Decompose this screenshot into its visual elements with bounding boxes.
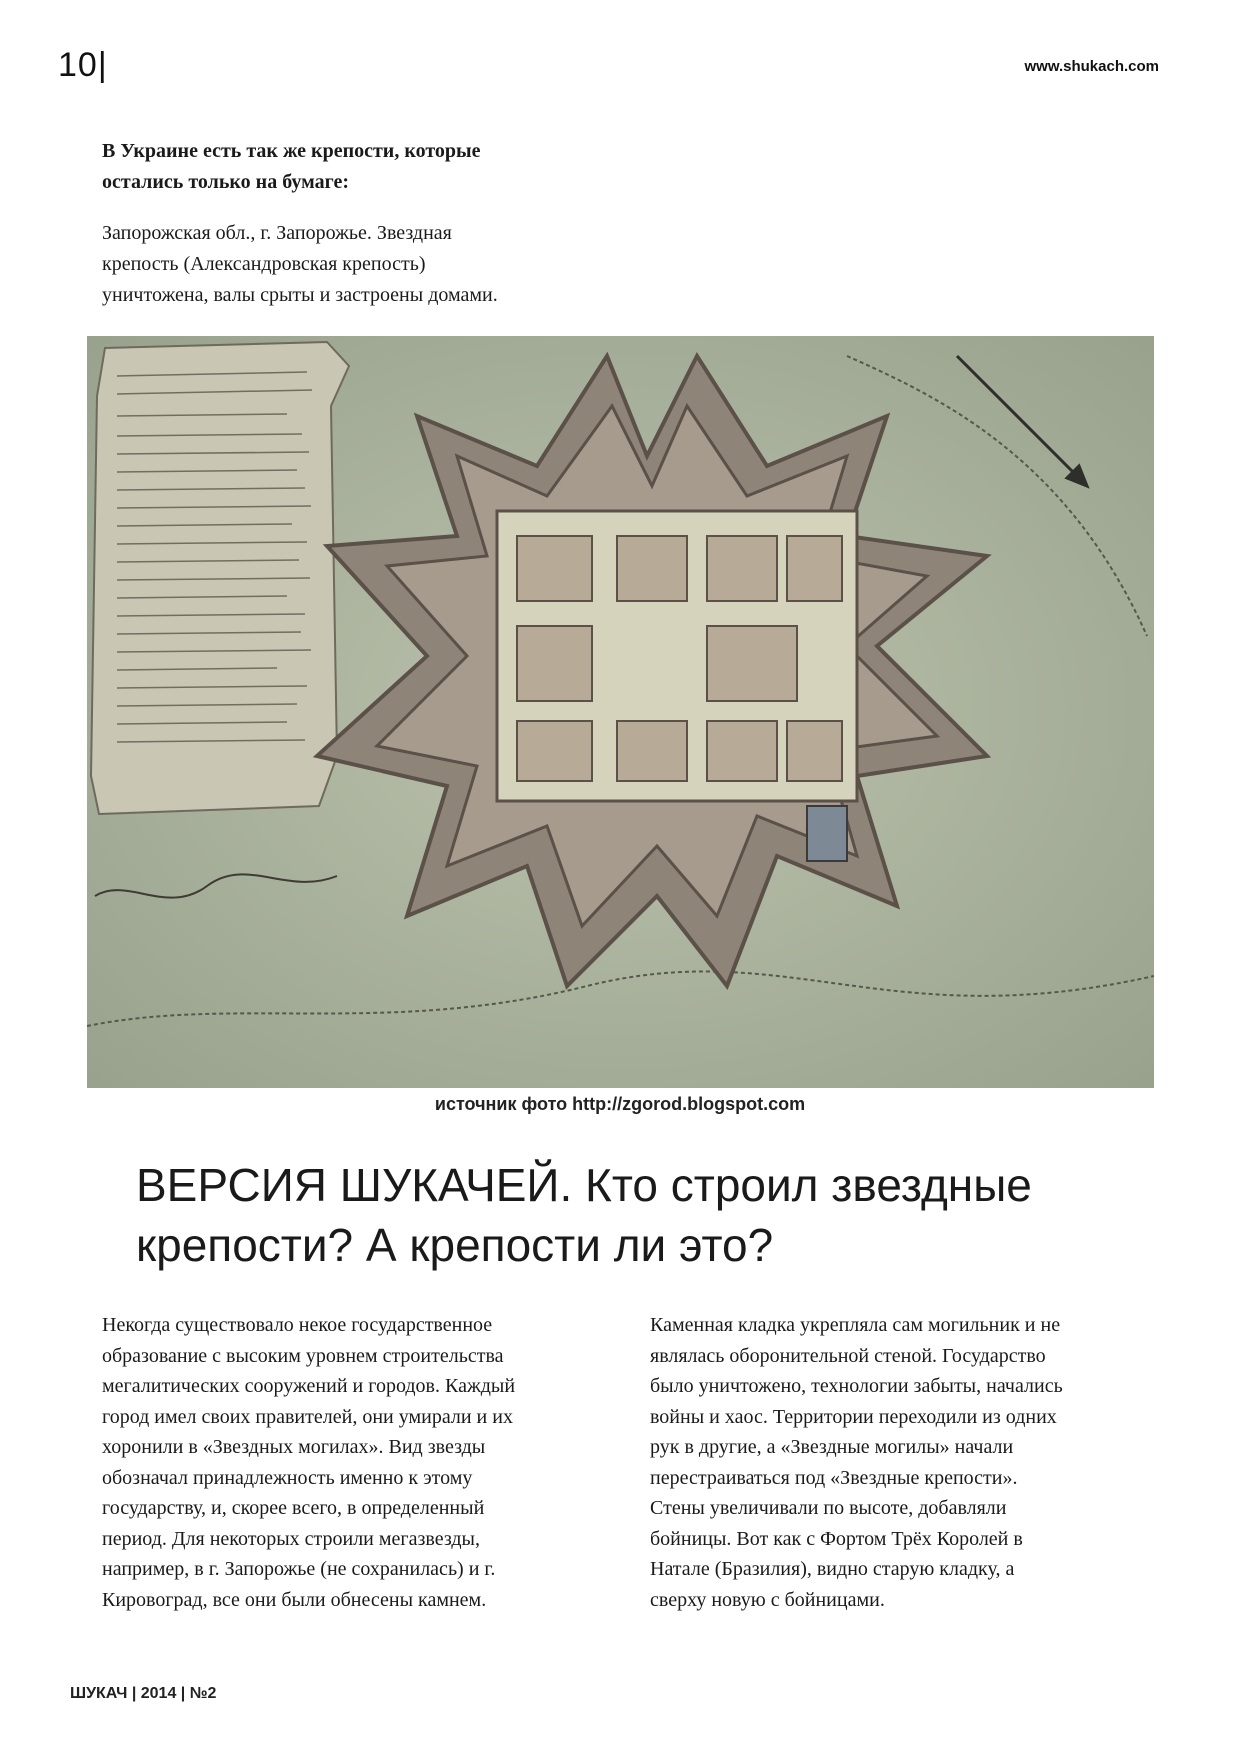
column-line: бойницы. Вот как с Фортом Трёх Королей в [650,1527,1023,1550]
column-line: являлась оборонительной стеной. Государство [650,1344,1046,1367]
column-line: было уничтожено, технологии забыты, начались [650,1375,1063,1397]
page-number: 10| [58,46,108,84]
star-fortress-map-image [87,336,1154,1088]
intro-heading-line: остались только на бумаге: [102,171,350,193]
page-footer: ШУКАЧ | 2014 | №2 [70,1685,217,1702]
column-line: перестраиваться под «Звездные крепости». [650,1466,1018,1489]
image-caption: источник фото http://zgorod.blogspot.com [434,1094,806,1114]
intro-heading-line: В Украине есть так же крепости, которые [102,140,481,162]
intro-heading [102,136,622,198]
intro-paragraph-line: крепость (Александровская крепость) [102,253,426,275]
column-line: образование с высоким уровнем строительства [102,1344,504,1367]
column-line: рук в другие, а «Звездные могилы» начали [650,1436,1014,1458]
intro-paragraph [102,218,622,311]
column-line: Кировоград, все они были обнесены камнем. [102,1588,487,1611]
bastion-detail [807,806,847,861]
intro-paragraph-line: Запорожская обл., г. Запорожье. Звездная [102,222,452,244]
intro-paragraph-line: уничтожена, валы срыты и застроены домами. [102,284,498,306]
site-url[interactable]: www.shukach.com [1024,58,1159,75]
headline-line: ВЕРСИЯ ШУКАЧЕЙ. Кто строил звездные [136,1159,1032,1211]
article-column-left [102,1310,602,1615]
column-line: государству, и, скорее всего, в определенный [102,1497,485,1519]
column-line: Стены увеличивали по высоте, добавляли [650,1497,1007,1519]
column-line: Каменная кладка укрепляла сам могильник и не [650,1314,1061,1336]
column-line: войны и хаос. Территории переходили из одних [650,1405,1057,1428]
column-line: хоронили в «Звездных могилах». Вид звезды [102,1436,486,1458]
article-column-right [650,1310,1150,1615]
column-line: город имел своих правителей, они умирали и их [102,1405,513,1428]
column-line: период. Для некоторых строили мегазвезды, [102,1527,480,1550]
column-line: обозначал принадлежность именно к этому [102,1466,473,1489]
column-line: Натале (Бразилия), видно старую кладку, а [650,1558,1015,1580]
article-headline [136,1155,1136,1275]
column-line: например, в г. Запорожье (не сохранилась) и г. [102,1558,496,1580]
column-line: Некогда существовало некое государственное [102,1314,493,1336]
legend-parchment [91,342,349,814]
headline-line: крепости? А крепости ли это? [136,1219,774,1271]
column-line: мегалитических сооружений и городов. Каждый [102,1375,516,1397]
fortress-plan-drawing [87,336,1154,1088]
column-line: сверху новую с бойницами. [650,1588,885,1611]
